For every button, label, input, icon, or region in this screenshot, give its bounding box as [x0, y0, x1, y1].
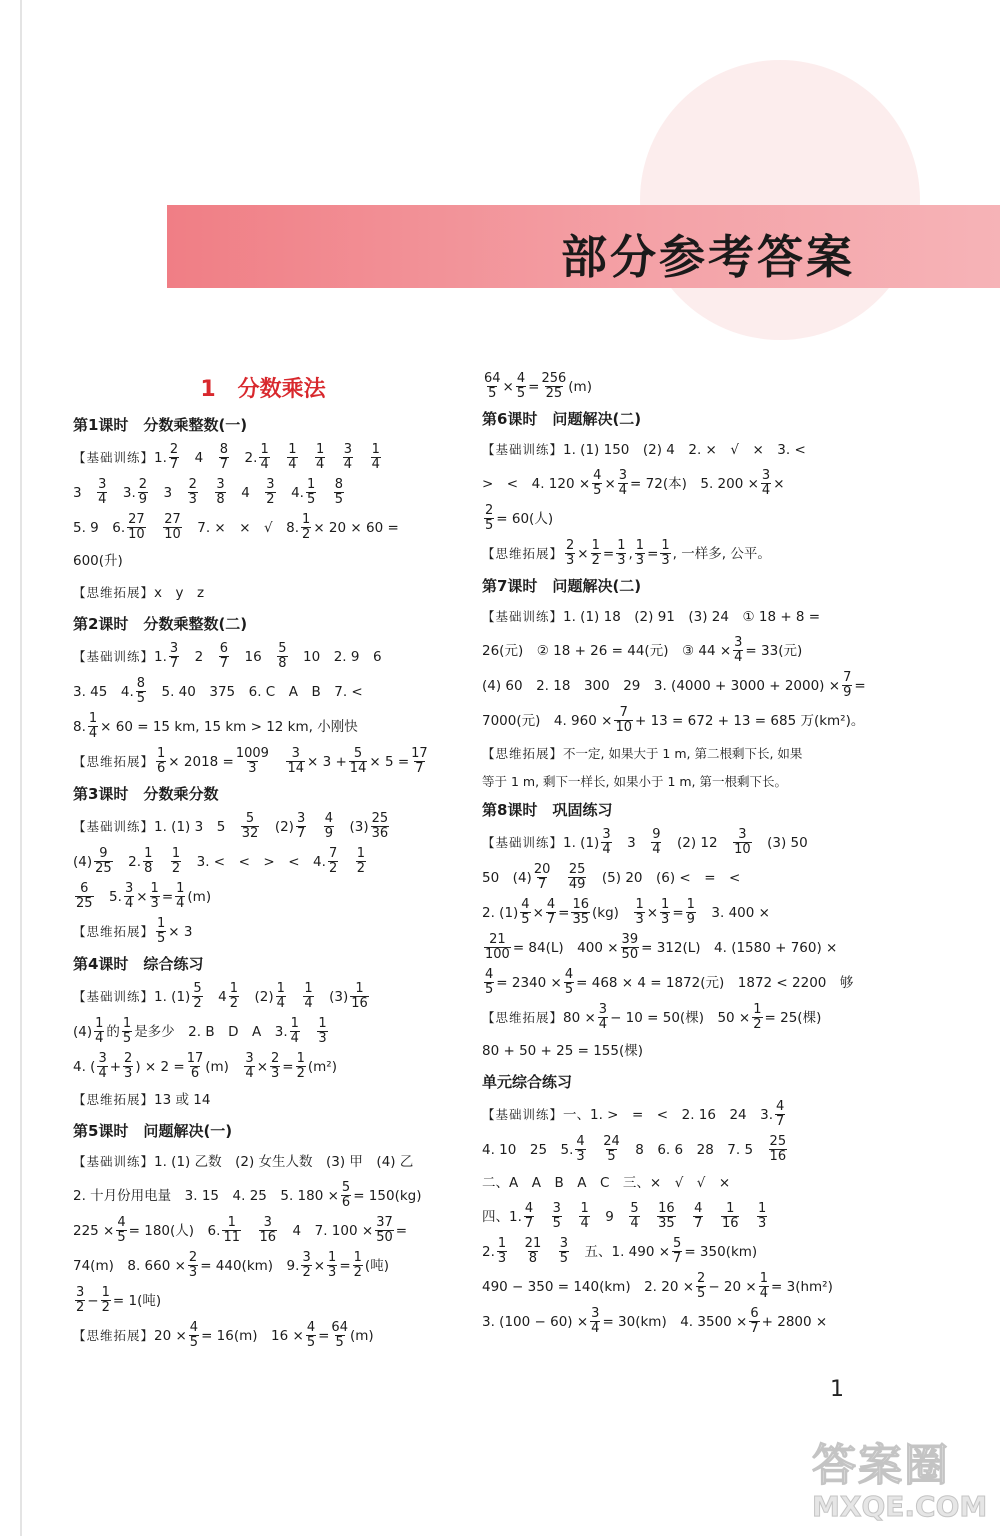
page-number: 1 — [830, 1377, 844, 1402]
answer-line: 64 5 × 4 5 = 256 25 (m) — [484, 371, 592, 401]
watermark-logo — [812, 1440, 992, 1530]
answer-line: (4) 1 4 的 1 5 是多少 2. B D A 3. 1 4 1 3 — [73, 1016, 327, 1046]
page-title: 部分参考答案 — [561, 230, 855, 284]
section-heading: 第5课时 问题解决(一) — [73, 1122, 233, 1140]
answer-line: 600(升) — [73, 553, 123, 569]
answer-line: 等于 1 m, 剩下一样长, 如果小于 1 m, 第一根剩下长。 — [482, 774, 787, 789]
answer-line: 【思维拓展】 13 或 14 — [73, 1092, 211, 1108]
answer-line: 7000(元) 4. 960 × 7 10 + 13 = 672 + 13 = 685 万(km²)。 — [482, 705, 865, 735]
answer-line: 4. ( 3 4 + 2 3 ) × 2 = 17 6 (m) 3 4 × 2 3 = 1 2 (m²) — [73, 1051, 337, 1081]
answer-line: 50 (4) 20 7 25 49 (5) 20 (6) < = < — [482, 862, 741, 892]
answer-line: 3. (100 − 60) × 3 4 = 30(km) 4. 3500 × 6 7 + 2800 × — [482, 1306, 828, 1336]
answer-line: 225 × 4 5 = 180(人) 6. 1 11 3 16 4 7. 100 × 37 50 = — [73, 1215, 408, 1245]
answer-line: 【基础训练】 1. 3 7 2 6 7 16 5 8 10 2. 9 6 — [73, 641, 382, 671]
answer-line: 2 5 = 60(人) — [485, 503, 554, 533]
answer-line: 【思维拓展】 x y z — [73, 585, 205, 601]
watermark-url: MXQE.COM — [812, 1490, 988, 1523]
answer-line: > < 4. 120 × 4 5 × 3 4 = 72(本) 5. 200 × 3 4 × — [482, 468, 785, 498]
answer-line: 21 100 = 84(L) 400 × 39 50 = 312(L) 4. (1580 + 760) × — [485, 932, 838, 962]
answer-line: 6 25 5. 3 4 × 1 3 = 1 4 (m) — [76, 881, 212, 911]
answer-line: 【思维拓展】 80 × 3 4 − 10 = 50(棵) 50 × 1 2 = 25(棵) — [482, 1002, 822, 1032]
answer-line: 【基础训练】 1. 2 7 4 8 7 2. 1 4 1 4 1 4 3 4 1 4 — [73, 442, 380, 472]
answer-line: 4 5 = 2340 × 4 5 = 468 × 4 = 1872(元) 1872 < 2200 够 — [485, 967, 854, 997]
answer-line: 【思维拓展】 1 6 × 2018 = 1009 3 3 14 × 3 + 5 14 × 5 = 17 7 — [73, 746, 428, 776]
chapter-title: 1 分数乘法 — [200, 377, 326, 402]
answer-line: 2. 十月份用电量 3. 15 4. 25 5. 180 × 5 6 = 150(kg) — [73, 1180, 422, 1210]
answer-line: 【基础训练】 一、1. > = < 2. 16 24 3. 4 7 — [482, 1099, 785, 1129]
right-column — [482, 366, 867, 1342]
decorative-circle — [640, 60, 920, 340]
section-heading: 第8课时 巩固练习 — [482, 801, 613, 819]
answer-line: 【基础训练】 1. (1) 3 4 3 9 4 (2) 12 3 10 (3) 50 — [482, 827, 808, 857]
answer-line: 【基础训练】 1. (1) 150 (2) 4 2. × √ × 3. < — [482, 442, 806, 458]
answer-line: 80 + 50 + 25 = 155(棵) — [482, 1043, 644, 1059]
answer-line: 【思维拓展】 20 × 4 5 = 16(m) 16 × 4 5 = 64 5 (m) — [73, 1320, 374, 1350]
answer-line: 2. (1) 4 5 × 4 7 = 16 35 (kg) 1 3 × 1 3 = 1 9 3. 400 × — [482, 897, 770, 927]
answer-line: 【基础训练】 1. (1) 18 (2) 91 (3) 24 ① 18 + 8 = — [482, 609, 821, 625]
section-heading: 第3课时 分数乘分数 — [73, 785, 219, 803]
answer-line: 【思维拓展】 2 3 × 1 2 = 1 3 , 1 3 = 1 3 , 一样多, 公平。 — [482, 538, 771, 568]
section-heading: 第4课时 综合练习 — [73, 955, 204, 973]
title-banner — [167, 205, 1000, 288]
answer-line: 二、A A B A C 三、× √ √ × — [482, 1175, 731, 1191]
answer-line: 3. 45 4. 8 5 5. 40 375 6. C A B 7. < — [73, 676, 363, 706]
answer-line: 【基础训练】 1. (1) 5 2 4 1 2 (2) 1 4 1 4 (3) 1 16 — [73, 981, 368, 1011]
answer-line: 8. 1 4 × 60 = 15 km, 15 km > 12 km, 小刚快 — [73, 711, 358, 741]
answer-line: 【基础训练】 1. (1) 乙数 (2) 女生人数 (3) 甲 (4) 乙 — [73, 1154, 414, 1170]
section-heading: 第2课时 分数乘整数(二) — [73, 615, 248, 633]
answer-line: 3 3 4 3. 2 9 3 2 3 3 8 4 3 2 4. 1 5 8 5 — [73, 477, 344, 507]
section-heading: 第1课时 分数乘整数(一) — [73, 416, 248, 434]
answer-line: 5. 9 6. 27 10 27 10 7. × × √ 8. 1 2 × 20 × 60 = — [73, 512, 399, 542]
answer-line: 【思维拓展】 不一定, 如果大于 1 m, 第二根剩下长, 如果 — [482, 746, 803, 761]
answer-line: 4. 10 25 5. 4 3 24 5 8 6. 6 28 7. 5 25 16 — [482, 1134, 787, 1164]
watermark-text: 答案圈 — [812, 1440, 950, 1491]
section-heading: 第6课时 问题解决(二) — [482, 410, 642, 428]
answer-line: 490 − 350 = 140(km) 2. 20 × 2 5 − 20 × 1 4 = 3(hm²) — [482, 1271, 833, 1301]
answer-line: 【基础训练】 1. (1) 3 5 5 32 (2) 3 7 4 9 (3) 25 36 — [73, 811, 389, 841]
left-column — [73, 372, 453, 1356]
answer-line: 26(元) ② 18 + 26 = 44(元) ③ 44 × 3 4 = 33(元) — [482, 635, 803, 665]
section-heading: 单元综合练习 — [482, 1073, 573, 1091]
answer-line: 【思维拓展】 1 5 × 3 — [73, 916, 193, 946]
answer-line: (4) 9 25 2. 1 8 1 2 3. < < > < 4. 7 2 1 2 — [73, 846, 365, 876]
answer-line: 3 2 − 1 2 = 1(吨) — [76, 1285, 162, 1315]
answer-line: (4) 60 2. 18 300 29 3. (4000 + 3000 + 2000) × 7 9 = — [482, 670, 866, 700]
answer-line: 2. 1 3 21 8 3 5 五、1. 490 × 5 7 = 350(km) — [482, 1236, 758, 1266]
answer-line: 四、1. 4 7 3 5 1 4 9 5 4 16 35 4 7 1 16 1 3 — [482, 1201, 767, 1231]
page-edge — [20, 0, 22, 1536]
section-heading: 第7课时 问题解决(二) — [482, 577, 642, 595]
answer-line: 74(m) 8. 660 × 2 3 = 440(km) 9. 3 2 × 1 3 = 1 2 (吨) — [73, 1250, 389, 1280]
